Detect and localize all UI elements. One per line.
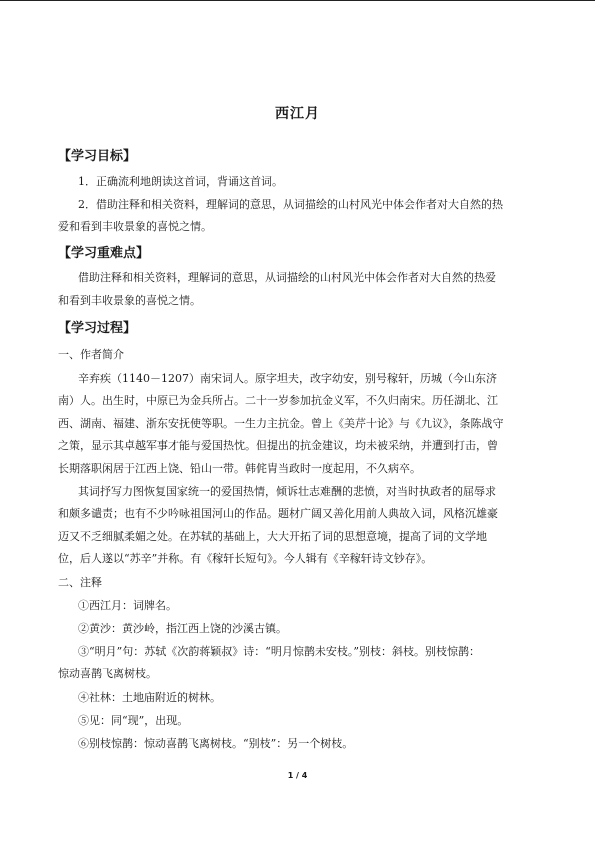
author-bio-line: 辛弃疾（1140－1207）南宋词人。原字坦夫，改字幼安，别号稼轩，历城（今山东济: [78, 372, 497, 385]
author-bio-line: 南）人。出生时，中原已为金兵所占。二十一岁参加抗金义军，不久归南宋。历任湖北、江: [58, 394, 498, 407]
author-bio-line: 西、湖南、福建、浙东安抚使等职。一生力主抗金。曾上《美芹十论》与《九议》，条陈战守: [58, 417, 504, 430]
page-title: 西江月: [275, 106, 320, 122]
author-works-line: 其词抒写力图恢复国家统一的爱国热情，倾诉壮志难酬的悲愤，对当时执政者的屈辱求: [78, 485, 496, 498]
note-6: ⑥别枝惊鹊：惊动喜鹊飞离树枝。“别枝”：另一个树枝。: [78, 737, 354, 750]
keypoints-line-2: 和看到丰收景象的喜悦之情。: [58, 294, 201, 307]
author-works-line: 迈又不乏细腻柔媚之处。在苏轼的基础上，大大开拓了词的思想意境，提高了词的文学地: [58, 530, 487, 543]
note-3-line-1: ③“明月”句：苏轼《次韵蒋颖叔》诗：“明月惊鹊未安枝。”别枝：斜枝。别枝惊鹊：: [78, 645, 480, 658]
note-2: ②黄沙：黄沙岭，指江西上饶的沙溪古镇。: [78, 622, 287, 635]
page-number: 1 / 4: [287, 771, 308, 780]
header-rule: [0, 0, 595, 1]
notes-heading: 二、注释: [58, 576, 102, 589]
section-heading-process: 【学习过程】: [58, 321, 137, 336]
goal-item-2-line-1: 2．借助注释和相关资料，理解词的意思，从词描绘的山村风光中体会作者对大自然的热: [78, 198, 503, 211]
note-5: ⑤见：同“现”，出现。: [78, 714, 189, 727]
goal-item-2-line-2: 爱和看到丰收景象的喜悦之情。: [58, 220, 212, 233]
keypoints-line-1: 借助注释和相关资料，理解词的意思，从词描绘的山村风光中体会作者对大自然的热爱: [78, 271, 496, 284]
section-heading-goals: 【学习目标】: [58, 149, 137, 164]
author-works-line: 和颇多谴责；也有不少吟咏祖国河山的作品。题材广阔又善化用前人典故入词，风格沉雄豪: [58, 507, 498, 520]
author-heading: 一、作者简介: [58, 348, 124, 361]
note-3-line-2: 惊动喜鹊飞离树枝。: [58, 667, 157, 680]
section-heading-keypoints: 【学习重难点】: [58, 246, 150, 261]
note-4: ④社林：土地庙附近的树林。: [78, 691, 221, 704]
goal-item-1: 1．正确流利地朗读这首词，背诵这首词。: [78, 175, 283, 188]
note-1: ①西江月：词牌名。: [78, 599, 177, 612]
author-bio-line: 之策，显示其卓越军事才能与爱国热忱。但提出的抗金建议，均未被采纳，并遭到打击，曾: [58, 439, 498, 452]
author-bio-line: 长期落职闲居于江西上饶、铅山一带。韩侂胄当政时一度起用，不久病卒。: [58, 462, 421, 475]
author-works-line: 位，后人遂以“苏辛”并称。有《稼轩长短句》。今人辑有《辛稼轩诗文钞存》。: [58, 552, 433, 565]
